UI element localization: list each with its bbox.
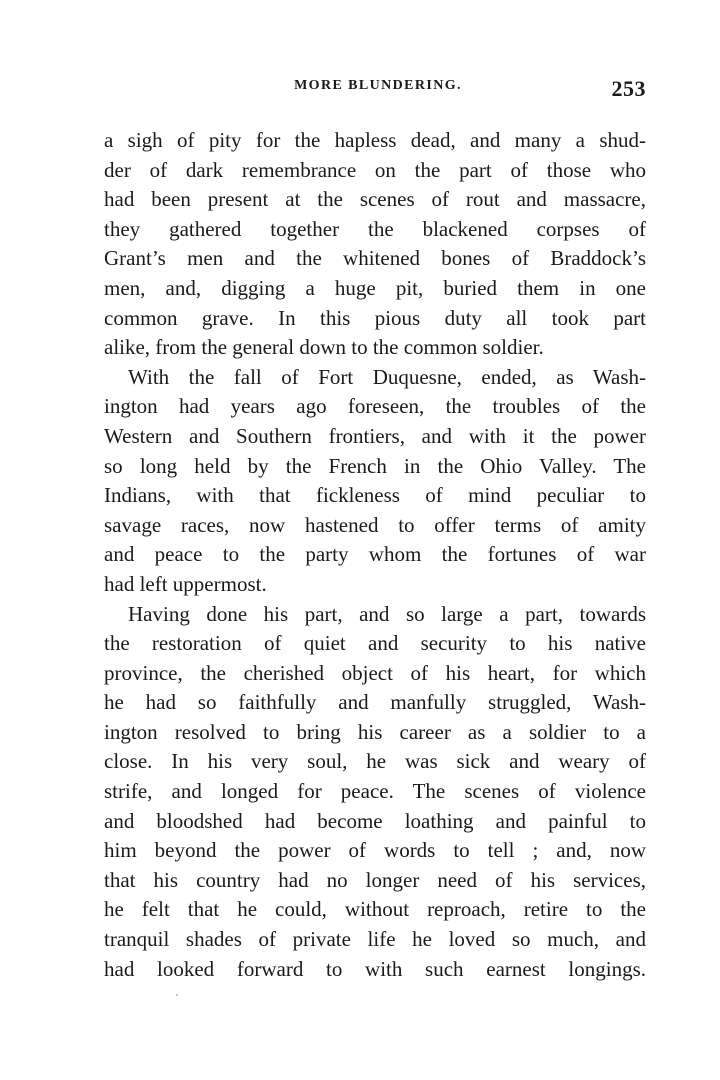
text-line: so long held by the French in the Ohio Valley. The [104,453,646,478]
text-line: der of dark remembrance on the part of those who [104,157,646,182]
text-line: him beyond the power of words to tell ; and, now [104,838,646,863]
paragraph-1 [104,126,646,363]
paragraph-2 [104,363,646,600]
paper-speck [176,994,178,996]
text-line: and bloodshed had become loathing and painful to [104,808,646,833]
text-line: common grave. In this pious duty all took part [104,305,646,330]
text-line: close. In his very soul, he was sick and weary of [104,749,646,774]
text-line: had looked forward to with such earnest longings. [104,956,646,981]
text-line: With the fall of Fort Duquesne, ended, as Wash- [128,364,646,389]
text-line: had been present at the scenes of rout and massacre, [104,187,646,212]
running-title: MORE BLUNDERING. [294,78,462,93]
page-number: 253 [611,76,646,101]
text-line: province, the cherished object of his heart, for which [104,660,646,685]
text-line: Grant’s men and the whitened bones of Braddock’s [104,246,646,271]
text-line: alike, from the general down to the common soldier. [104,335,544,360]
text-line: a sigh of pity for the hapless dead, and many a shud- [104,128,646,152]
text-line: he felt that he could, without reproach, retire to the [104,897,646,922]
text-line: and peace to the party whom the fortunes of war [104,542,646,567]
paragraph-3 [104,600,646,985]
text-line: tranquil shades of private life he loved so much, and [104,927,646,952]
text-line: had left uppermost. [104,571,267,596]
text-line: strife, and longed for peace. The scenes of violence [104,779,646,804]
text-line: ington had years ago foreseen, the troubles of the [104,394,646,419]
running-head [104,76,646,102]
text-line: he had so faithfully and manfully struggled, Wash- [104,690,646,715]
text-line: ington resolved to bring his career as a soldier to a [104,719,646,744]
text-line: men, and, digging a huge pit, buried them in one [104,275,646,300]
text-line: Western and Southern frontiers, and with it the power [104,423,646,448]
text-line: savage races, now hastened to offer terms of amity [104,512,646,537]
text-line: that his country had no longer need of his services, [104,867,646,892]
text-line: the restoration of quiet and security to his native [104,631,646,656]
body-text [104,126,646,984]
text-line: Having done his part, and so large a part, towards [128,601,646,626]
text-line: they gathered together the blackened corpses of [104,216,646,241]
text-line: Indians, with that fickleness of mind peculiar to [104,483,646,508]
